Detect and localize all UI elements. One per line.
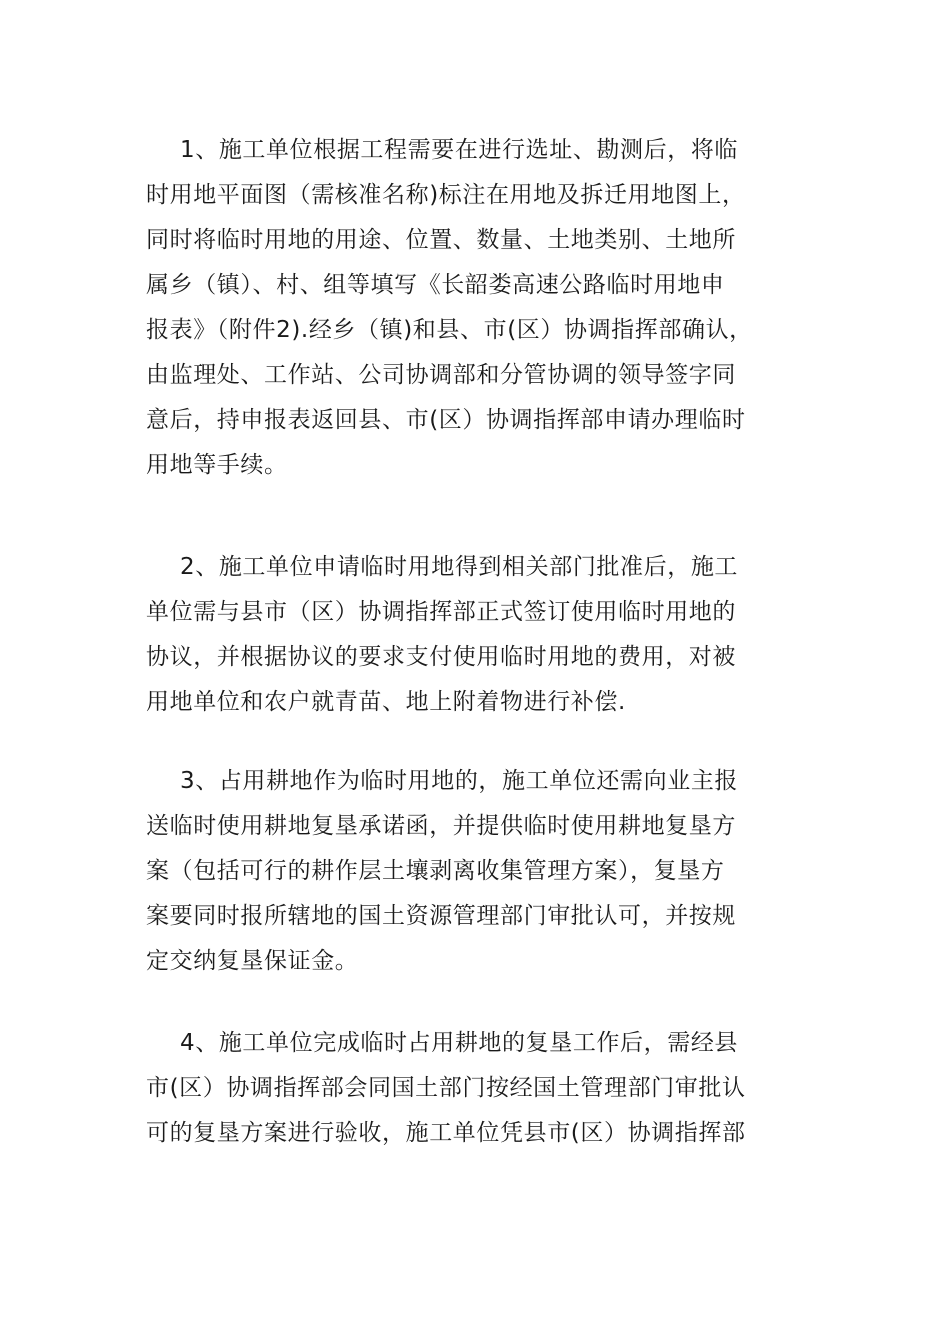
paragraph-2 (146, 545, 826, 725)
paragraph-4 (146, 1021, 826, 1156)
paragraph-line: 3、占用耕地作为临时用地的，施工单位还需向业主报 (180, 768, 739, 794)
paragraph-line: 同时将临时用地的用途、位置、数量、土地类别、土地所 (146, 227, 736, 253)
paragraph-line: 用地等手续。 (146, 452, 288, 478)
paragraph-1 (146, 128, 826, 488)
paragraph-line: 案（包括可行的耕作层土壤剥离收集管理方案），复垦方 (146, 858, 725, 884)
paragraph-line: 由监理处、工作站、公司协调部和分管协调的领导签字同 (146, 362, 736, 388)
paragraph-line: 报表》（附件2).经乡（镇)和县、市(区）协调指挥部确认， (146, 317, 753, 343)
paragraph-line: 协议，并根据协议的要求支付使用临时用地的费用，对被 (146, 644, 736, 670)
paragraph-line: 可的复垦方案进行验收，施工单位凭县市(区）协调指挥部 (146, 1120, 746, 1146)
paragraph-line: 用地单位和农户就青苗、地上附着物进行补偿. (146, 689, 626, 715)
paragraph-line: 意后，持申报表返回县、市(区）协调指挥部申请办理临时 (146, 407, 746, 433)
paragraph-line: 定交纳复垦保证金。 (146, 948, 359, 974)
paragraph-line: 2、施工单位申请临时用地得到相关部门批准后，施工 (180, 554, 739, 580)
paragraph-line: 市(区）协调指挥部会同国土部门按经国土管理部门审批认 (146, 1075, 746, 1101)
paragraph-line: 属乡（镇）、村、组等填写《长韶娄高速公路临时用地申 (146, 272, 725, 298)
paragraph-3 (146, 759, 826, 984)
paragraph-line: 1、施工单位根据工程需要在进行选址、勘测后，将临 (180, 137, 739, 163)
paragraph-line: 送临时使用耕地复垦承诺函，并提供临时使用耕地复垦方 (146, 813, 736, 839)
paragraph-line: 时用地平面图（需核准名称)标注在用地及拆迁用地图上， (146, 182, 746, 208)
paragraph-line: 案要同时报所辖地的国土资源管理部门审批认可，并按规 (146, 903, 736, 929)
paragraph-line: 4、施工单位完成临时占用耕地的复垦工作后，需经县 (180, 1030, 739, 1056)
paragraph-line: 单位需与县市（区）协调指挥部正式签订使用临时用地的 (146, 599, 736, 625)
